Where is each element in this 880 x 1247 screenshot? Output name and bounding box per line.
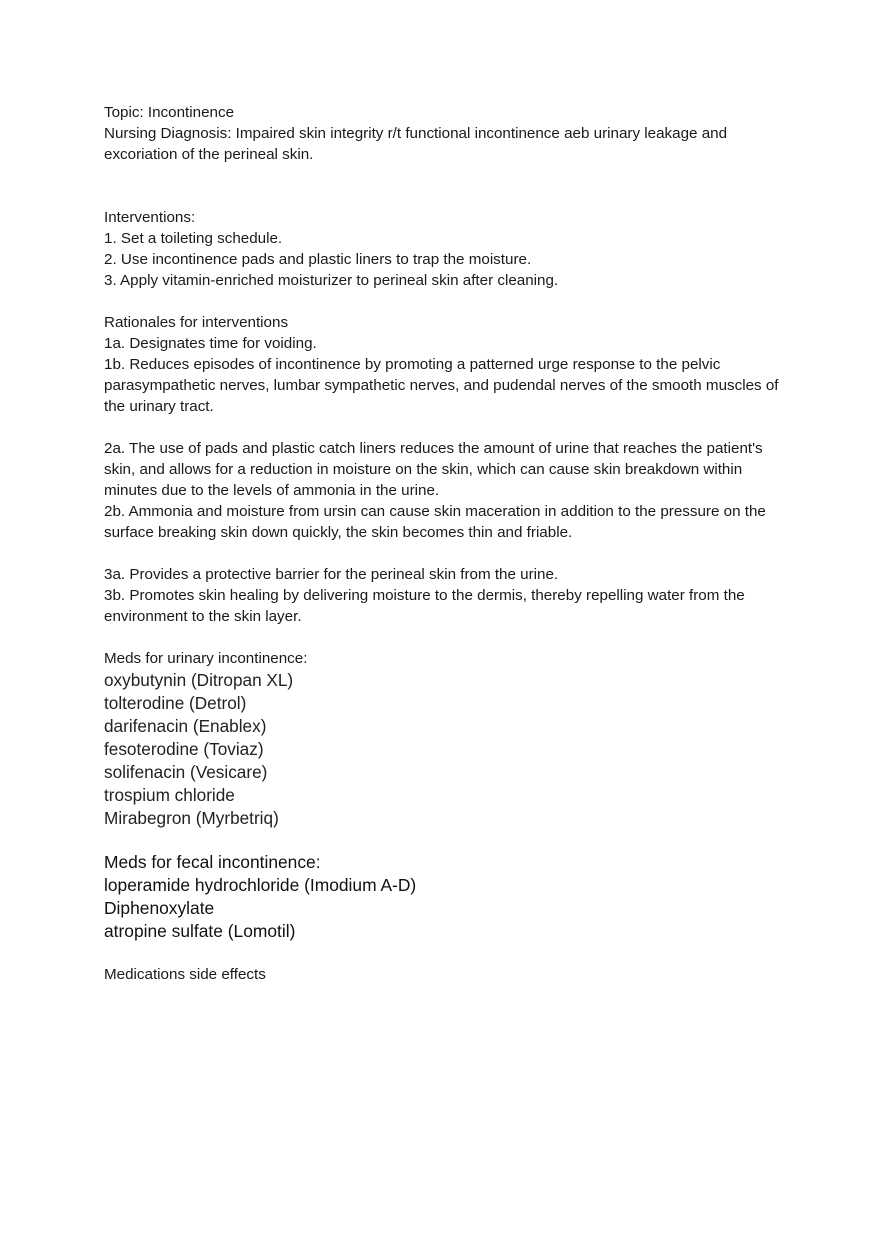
urinary-med-item: fesoterodine (Toviaz) [104,739,264,759]
intervention-item: 3. Apply vitamin-enriched moisturizer to perineal skin after cleaning. [104,272,559,289]
rationale-item: 2b. Ammonia and moisture from ursin can cause skin maceration in addition to the pressure on the surface breaking skin down quickly, the skin becomes thin and friable. [104,503,766,541]
topic-line: Topic: Incontinence [104,104,235,121]
fecal-med-item: loperamide hydrochloride (Imodium A-D) [104,875,417,895]
rationales-heading: Rationales for interventions [104,314,289,331]
document-body [104,102,784,985]
rationale-item: 1b. Reduces episodes of incontinence by promoting a patterned urge response to the pelvic parasympathetic nerves, lumbar sympathetic nerves, and pudendal nerves of the smooth muscles of the urinary tract. [104,356,779,415]
fecal-med-item: atropine sulfate (Lomotil) [104,921,296,941]
urinary-med-item: solifenacin (Vesicare) [104,762,268,782]
fecal-med-item: Diphenoxylate [104,898,215,918]
fecal-meds-section [104,851,784,943]
urinary-med-item: tolterodine (Detrol) [104,693,247,713]
urinary-med-item: trospium chloride [104,785,235,805]
urinary-meds-section [104,648,784,830]
fecal-meds-list [104,874,784,943]
intervention-item: 1. Set a toileting schedule. [104,230,283,247]
interventions-heading: Interventions: [104,209,196,226]
intervention-item: 2. Use incontinence pads and plastic liners to trap the moisture. [104,251,532,268]
urinary-med-item: oxybutynin (Ditropan XL) [104,670,294,690]
interventions-section [104,207,784,291]
rationale-item: 3a. Provides a protective barrier for the perineal skin from the urine. [104,566,559,583]
rationales-section [104,312,784,627]
interventions-list [104,228,784,291]
urinary-meds-heading: Meds for urinary incontinence: [104,650,308,667]
urinary-meds-list [104,669,784,830]
rationale-item: 1a. Designates time for voiding. [104,335,317,352]
side-effects-heading: Medications side effects [104,966,266,983]
urinary-med-item: darifenacin (Enablex) [104,716,267,736]
fecal-meds-heading: Meds for fecal incontinence: [104,852,321,872]
rationale-item: 3b. Promotes skin healing by delivering moisture to the dermis, thereby repelling water from the environment to the skin layer. [104,587,745,625]
rationale-item: 2a. The use of pads and plastic catch liners reduces the amount of urine that reaches the patient's skin, and allows for a reduction in moisture on the skin, which can cause skin breakdown within minutes due to the levels of ammonia in the urine. [104,440,763,499]
urinary-med-item: Mirabegron (Myrbetriq) [104,808,279,828]
nursing-diagnosis: Nursing Diagnosis: Impaired skin integrity r/t functional incontinence aeb urinary leakage and excoriation of the perineal skin. [104,125,728,163]
